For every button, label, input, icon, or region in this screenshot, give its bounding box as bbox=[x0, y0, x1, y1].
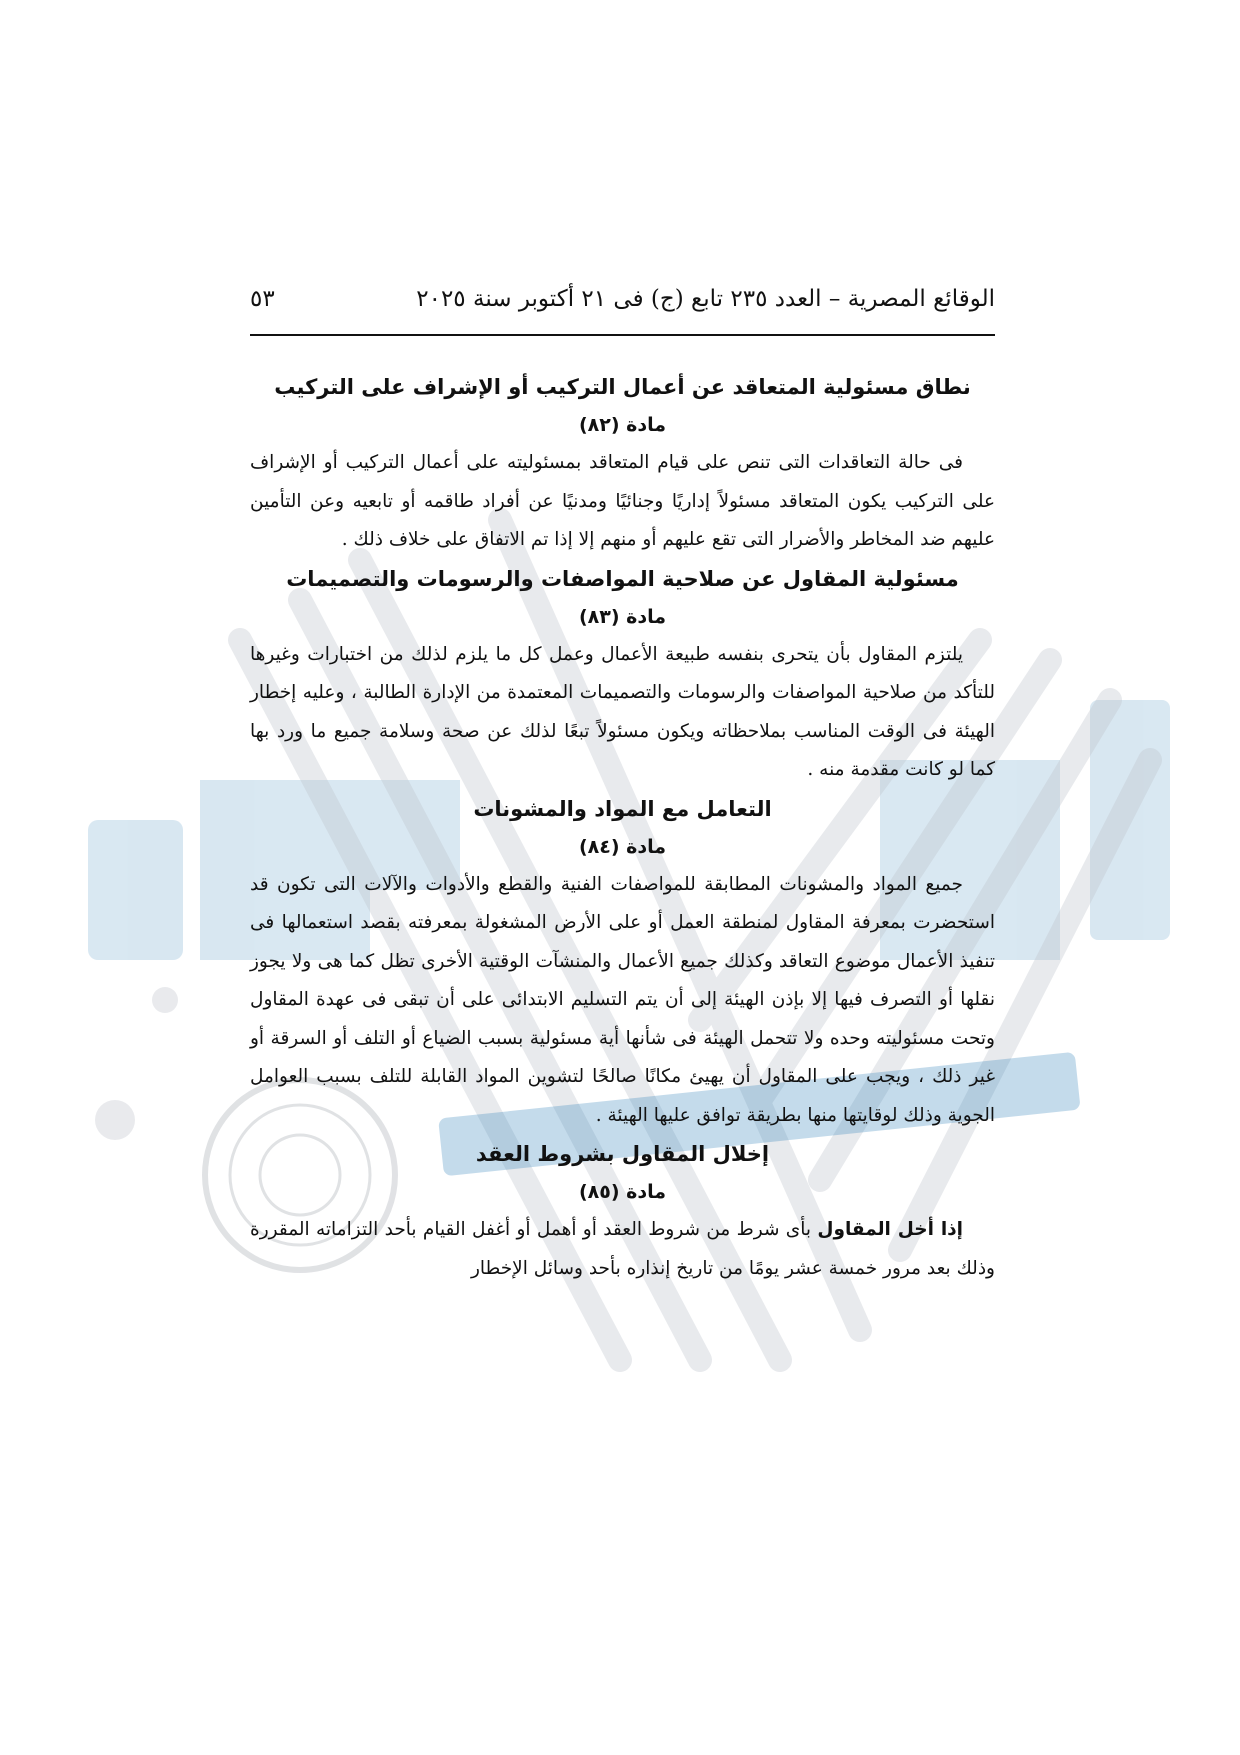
article-body: بأى شرط من شروط العقد أو أهمل أو أغفل القيام بأحد التزاماته المقررة وذلك بعد مرور خمسة عشر يومًا من تاريخ إنذاره بأحد وسائل الإخطار bbox=[250, 1219, 995, 1279]
article-text bbox=[250, 866, 995, 1136]
section-article-82 bbox=[250, 368, 995, 560]
article-body: يلتزم المقاول بأن يتحرى بنفسه طبيعة الأعمال وعمل كل ما يلزم لذلك من اختبارات وغيرها للتأكد من صلاحية المواصفات والرسومات والتصميمات المعتمدة من الإدارة الطالبة ، وعليه إخطار الهيئة فى الوقت المناسب بملاحظاته ويكون مسئولاً تبعًا لذلك عن صحة وسلامة جميع ما ورد بها كما لو كانت مقدمة منه . bbox=[250, 643, 995, 780]
page-number: ٥٣ bbox=[250, 286, 275, 312]
section-article-85 bbox=[250, 1135, 995, 1288]
article-body: جميع المواد والمشونات المطابقة للمواصفات الفنية والقطع والأدوات والآلات التى تكون قد استحضرت بمعرفة المقاول لمنطقة العمل أو على الأرض المشغولة بمعرفته بقصد استعمالها فى تنفيذ الأعمال موضوع التعاقد وكذلك جميع الأعمال والمنشآت الوقتية الأخرى تظل كما هى ولا يجوز نقلها أو التصرف فيها إلا بإذن الهيئة إلى أن يتم التسليم الابتدائى على أن تبقى فى عهدة المقاول وتحت مسئوليته وحده ولا تتحمل الهيئة فى شأنها أية مسئولية بسبب الضياع أو التلف أو السرقة أو غير ذلك ، ويجب على المقاول أن يهيئ مكانًا صالحًا لتشوين المواد القابلة للتلف بسبب العوامل الجوية وذلك لوقايتها منها بطريقة توافق عليها الهيئة . bbox=[250, 873, 995, 1126]
article-number: مادة (٨٢) bbox=[578, 414, 667, 436]
article-number: مادة (٨٥) bbox=[578, 1181, 667, 1203]
gazette-title: الوقائع المصرية – العدد ٢٣٥ تابع (ج) فى ٢١ أكتوبر سنة ٢٠٢٥ bbox=[416, 286, 995, 312]
article-text bbox=[250, 444, 995, 560]
article-body: فى حالة التعاقدات التى تنص على قيام المتعاقد بمسئوليته على أعمال التركيب أو الإشراف على التركيب يكون المتعاقد مسئولاً إداريًا وجنائيًا ومدنيًا عن أفراد طاقمه أو تابعيه وعن التأمين عليهم ضد المخاطر والأضرار التى تقع عليهم أو منهم إلا إذا تم الاتفاق على خلاف ذلك . bbox=[250, 452, 995, 550]
section-heading: إخلال المقاول بشروط العقد bbox=[475, 1142, 770, 1166]
page-header bbox=[250, 286, 995, 326]
document-body bbox=[250, 368, 995, 1288]
article-lead-bold: إذا أخل المقاول bbox=[817, 1219, 964, 1240]
article-text bbox=[250, 1211, 995, 1288]
section-heading: نطاق مسئولية المتعاقد عن أعمال التركيب أو الإشراف على التركيب bbox=[274, 375, 971, 399]
article-number: مادة (٨٣) bbox=[578, 605, 667, 628]
section-article-84 bbox=[250, 790, 995, 1136]
article-text bbox=[250, 636, 995, 790]
watermark-dots bbox=[95, 987, 178, 1140]
article-number: مادة (٨٤) bbox=[578, 835, 667, 858]
section-article-83 bbox=[250, 560, 995, 790]
section-heading: مسئولية المقاول عن صلاحية المواصفات والرسومات والتصميمات bbox=[286, 566, 959, 591]
section-heading: التعامل مع المواد والمشونات bbox=[473, 796, 772, 821]
header-rule bbox=[250, 334, 995, 336]
